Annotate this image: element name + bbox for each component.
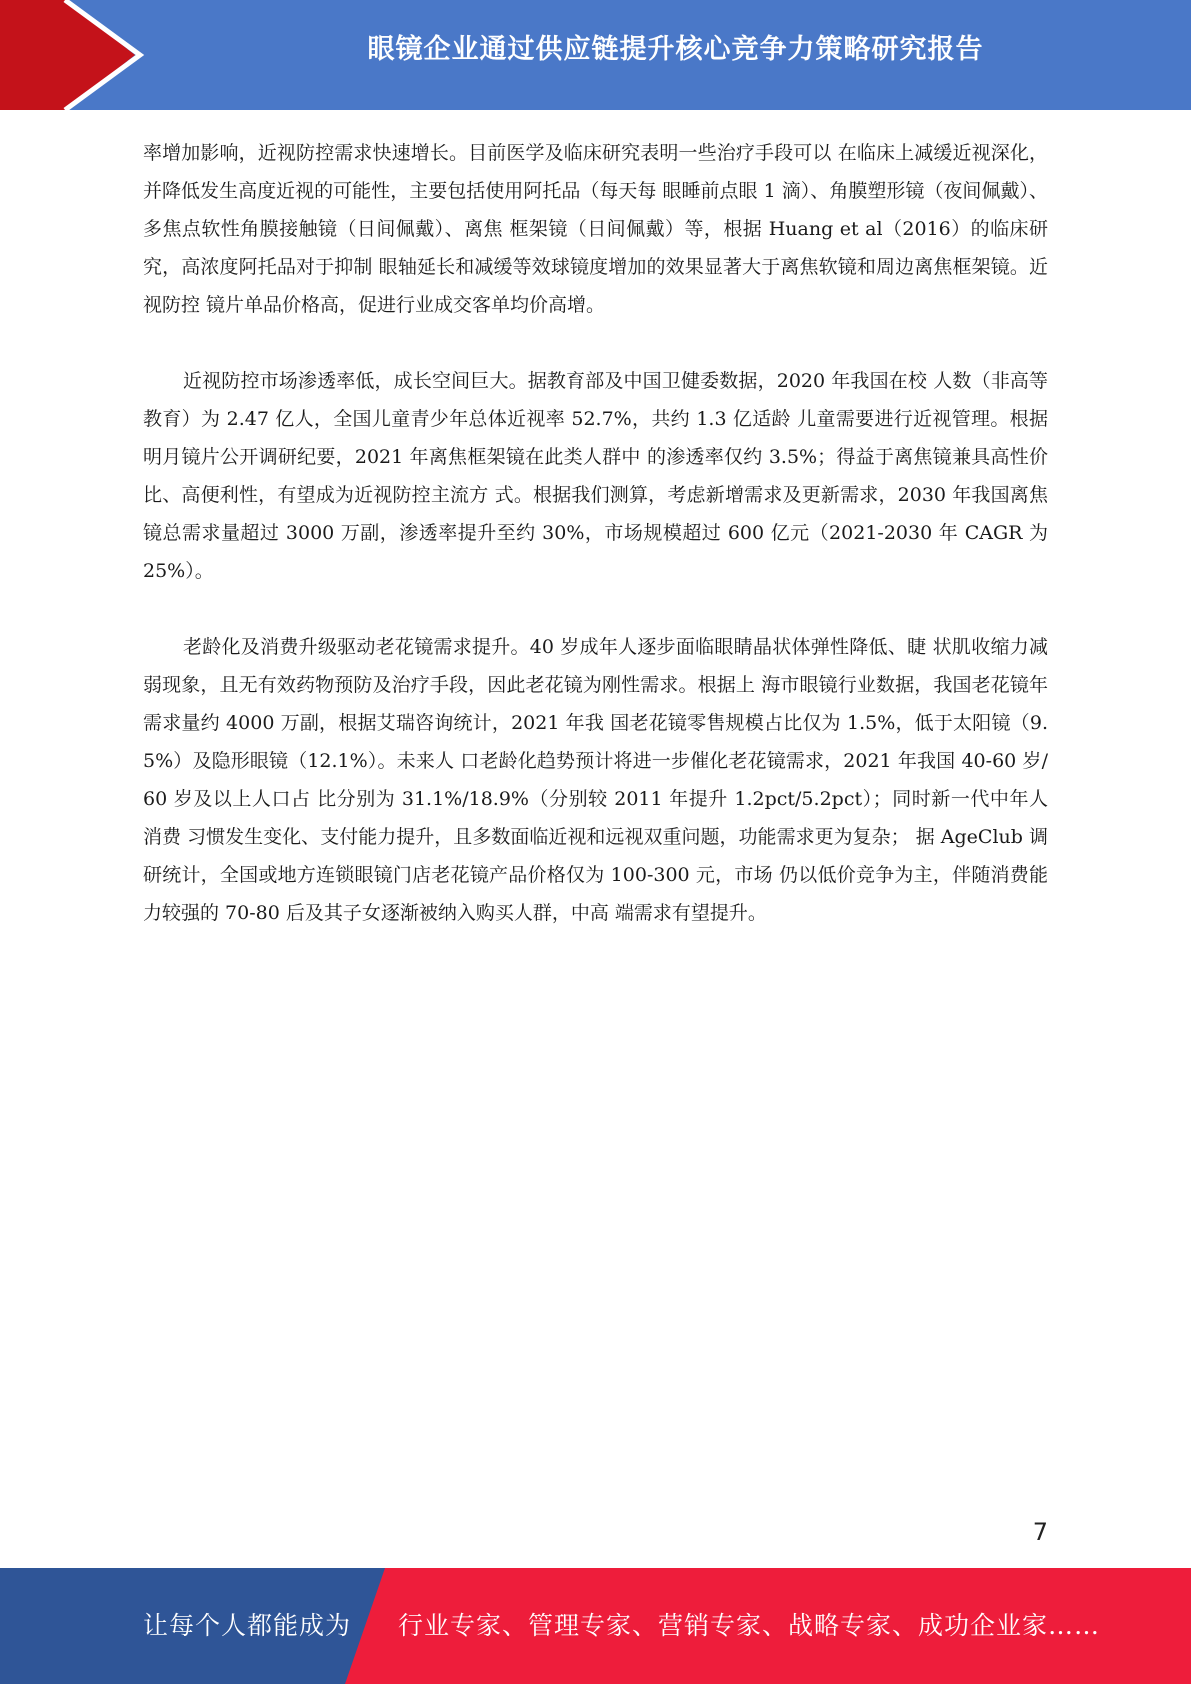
page-number: 7 <box>1032 1518 1048 1546</box>
footer-slogan-left: 让每个人都能成为 <box>143 1611 352 1640</box>
page-header <box>0 0 1191 110</box>
paragraph-presbyopia-demand: 老龄化及消费升级驱动老花镜需求提升。40 岁成年人逐步面临眼睛晶状体弹性降低、睫 状肌收缩力减弱现象，且无有效药物预防及治疗手段，因此老花镜为刚性需求。根据上 海市眼镜行业数据，我国老花镜年需求量约 4000 万副，根据艾瑞咨询统计，2021 年我 国老花镜零售规模占比仅为 1.5%，低于太阳镜（9.5%）及隐形眼镜（12.1%）。未来人 口老龄化趋势预计将进一步催化老花镜需求，2021 年我国 40-60 岁/60 岁及以上人口占 比分别为 31.1%/18.9%（分别较 2011 年提升 1.2pct/5.2pct）；同时新一代中年人消费 习惯发生变化、支付能力提升，且多数面临近视和远视双重问题，功能需求更为复杂； 据 AgeClub 调研统计，全国或地方连锁眼镜门店老花镜产品价格仅为 100-300 元，市场 仍以低价竞争为主，伴随消费能力较强的 70-80 后及其子女逐渐被纳入购买人群，中高 端需求有望提升。 <box>143 636 1048 924</box>
footer-slogan-right: 行业专家、管理专家、营销专家、战略专家、成功企业家…… <box>398 1611 1101 1640</box>
document-title: 眼镜企业通过供应链提升核心竞争力策略研究报告 <box>367 34 984 65</box>
page-footer <box>0 1568 1191 1684</box>
paragraph-myopia-treatment: 率增加影响，近视防控需求快速增长。目前医学及临床研究表明一些治疗手段可以 在临床上减缓近视深化，并降低发生高度近视的可能性，主要包括使用阿托品（每天每 眼睡前点眼 1 滴）、角膜塑形镜（夜间佩戴）、多焦点软性角膜接触镜（日间佩戴）、离焦 框架镜（日间佩戴）等，根据 Huang et al（2016）的临床研究，高浓度阿托品对于抑制 眼轴延长和减缓等效球镜度增加的效果显著大于离焦软镜和周边离焦框架镜。近视防控 镜片单品价格高，促进行业成交客单均价高增。 <box>143 142 1048 316</box>
document-body <box>143 134 1048 970</box>
paragraph-myopia-market: 近视防控市场渗透率低，成长空间巨大。据教育部及中国卫健委数据，2020 年我国在校 人数（非高等教育）为 2.47 亿人，全国儿童青少年总体近视率 52.7%，共约 1.3 亿适龄 儿童需要进行近视管理。根据明月镜片公开调研纪要，2021 年离焦框架镜在此类人群中 的渗透率仅约 3.5%；得益于离焦镜兼具高性价比、高便利性，有望成为近视防控主流方 式。根据我们测算，考虑新增需求及更新需求，2030 年我国离焦镜总需求量超过 3000 万副，渗透率提升至约 30%，市场规模超过 600 亿元（2021-2030 年 CAGR 为 25%）。 <box>143 370 1048 582</box>
header-red-chevron <box>0 0 150 110</box>
